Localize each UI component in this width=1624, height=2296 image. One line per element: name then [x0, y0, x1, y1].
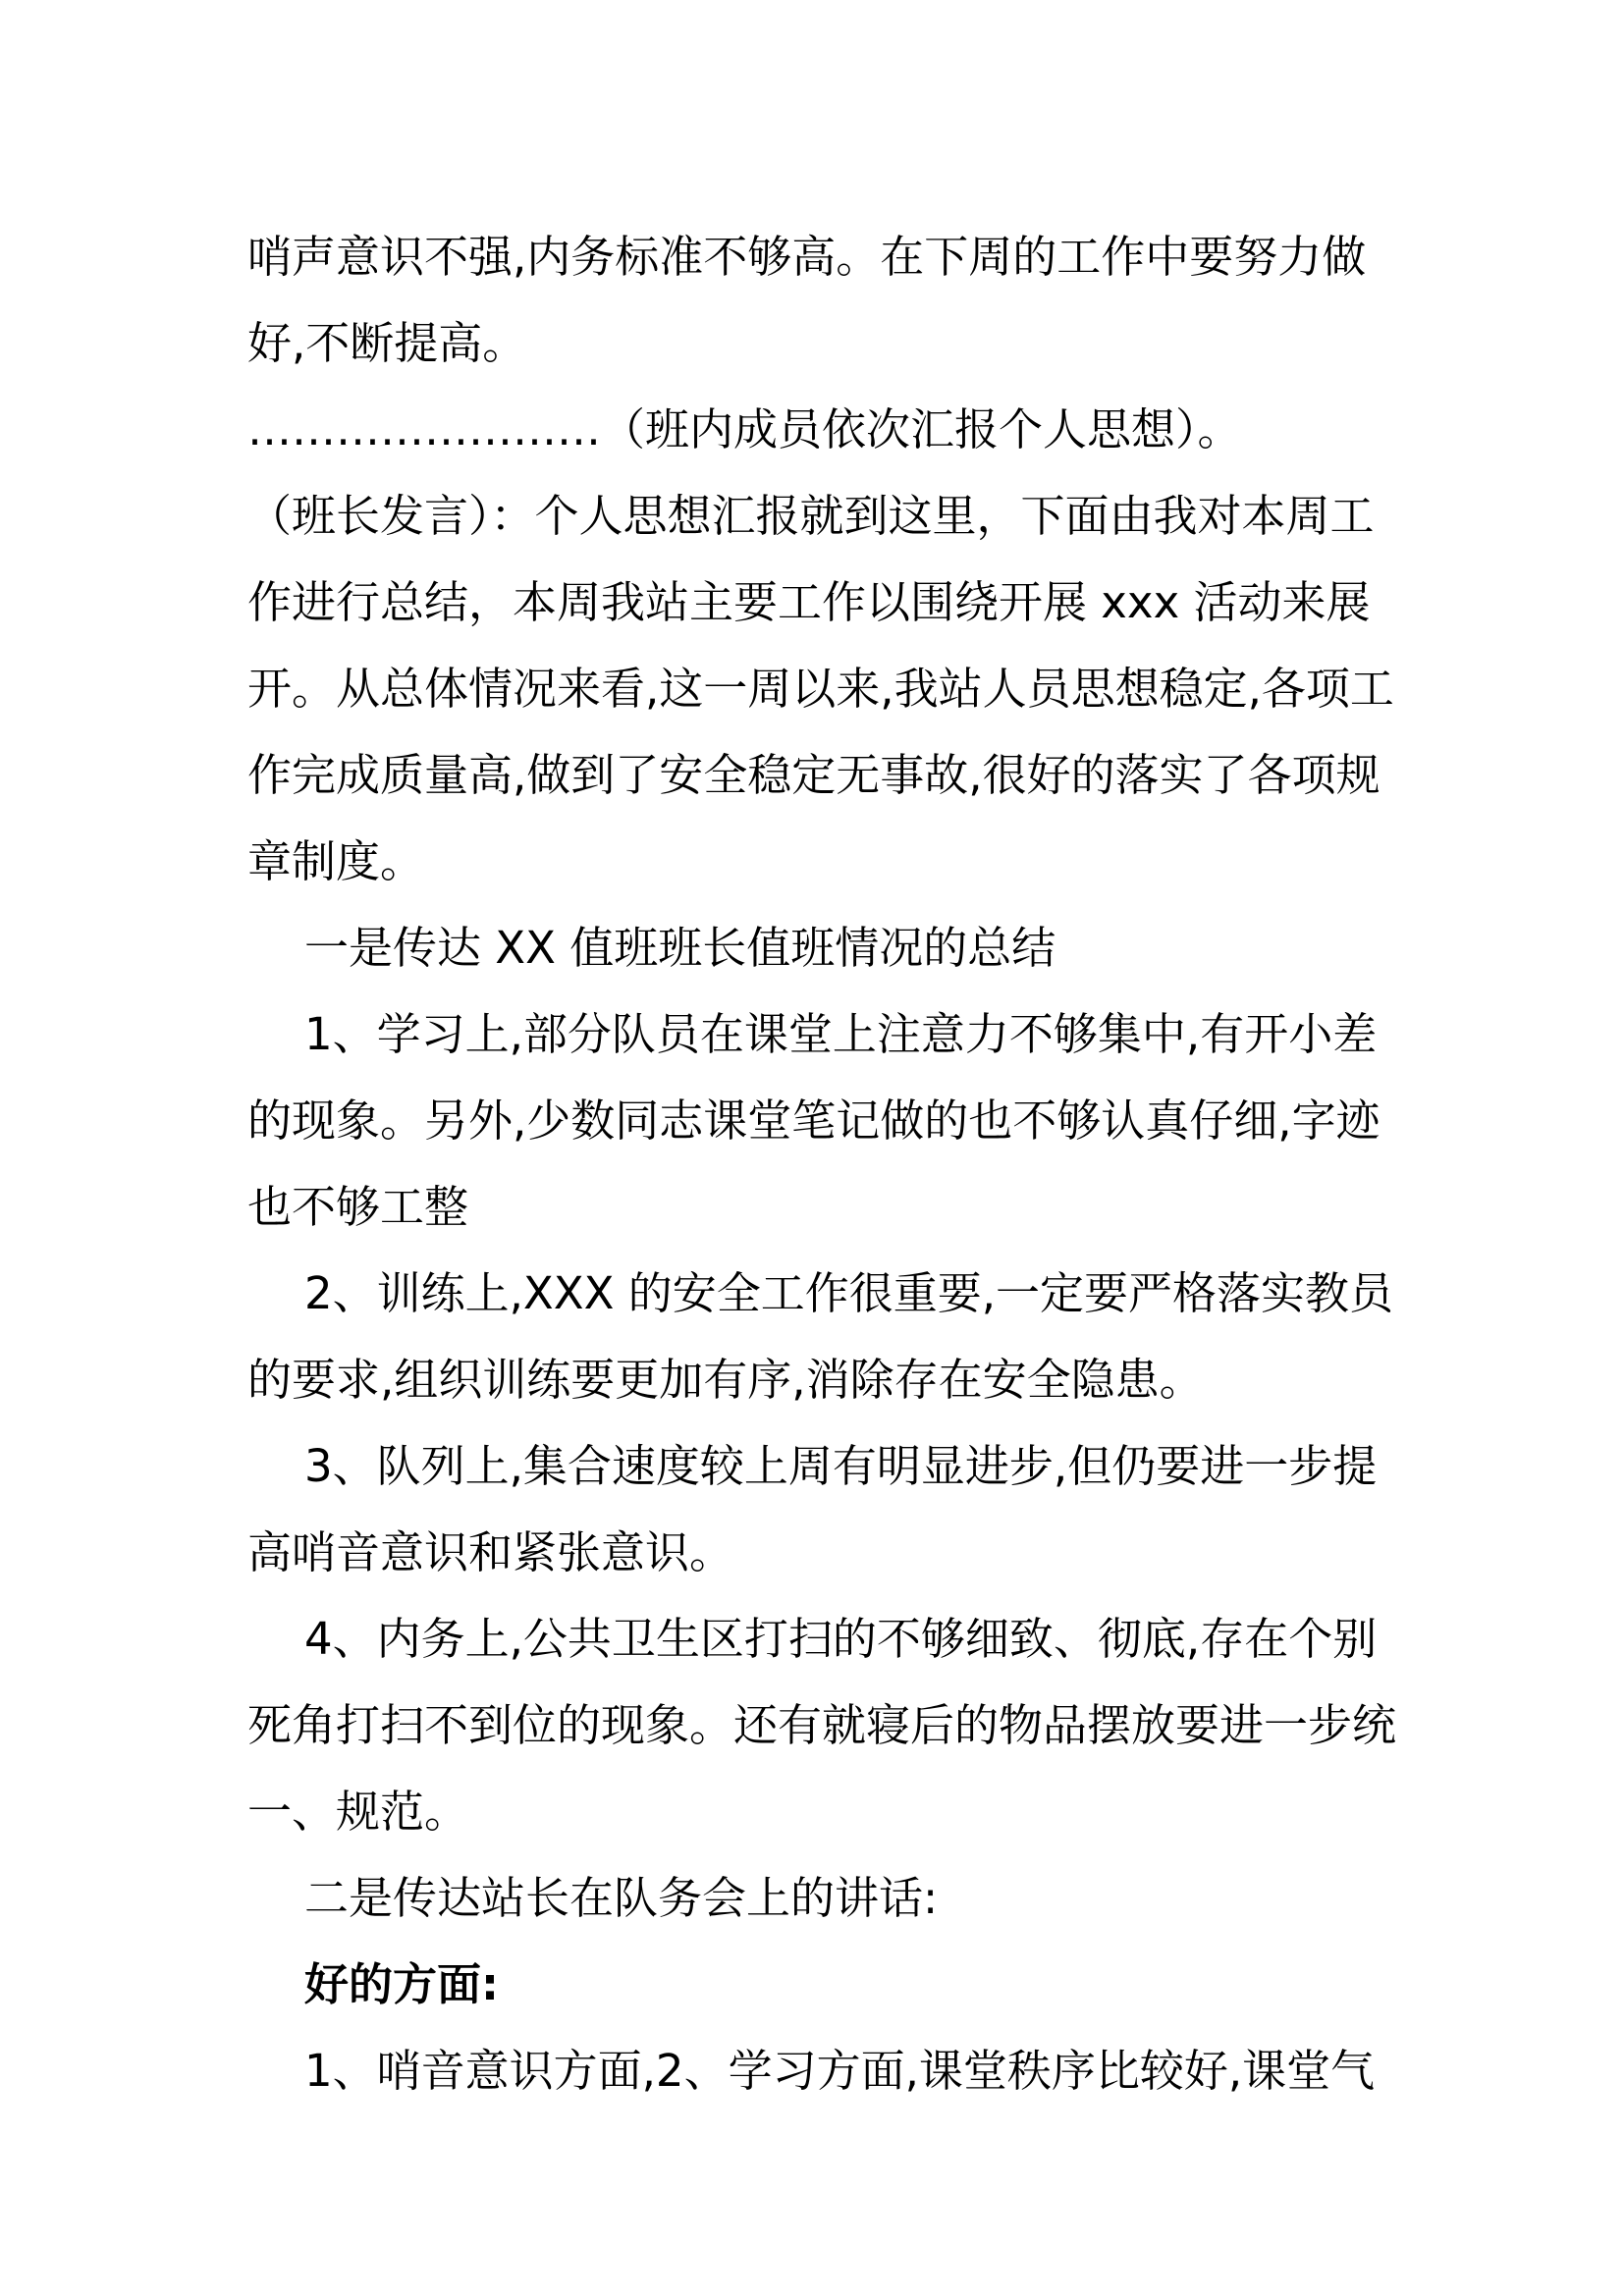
paragraph-heading-station-chief-speech: 二是传达站长在队务会上的讲话: — [304, 1872, 939, 1924]
paragraph-item-training: 2、训练上,XXX 的安全工作很重要,一定要严格落实教员的要求,组织训练要更加有序,消除存在安全隐患。 — [247, 1267, 1394, 1406]
paragraph-member-reports: ……………………（班内成员依次汇报个人思想）。 — [247, 403, 1242, 455]
paragraph-whistle-awareness: 哨声意识不强,内务标准不够高。在下周的工作中要努力做好,不断提高。 — [247, 231, 1367, 369]
paragraph-heading-duty-summary: 一是传达 XX 值班班长值班情况的总结 — [304, 922, 1056, 974]
paragraph-squad-leader-speech: （班长发言）：个人思想汇报就到这里，下面由我对本周工作进行总结，本周我站主要工作以围绕开展 xxx 活动来展开。从总体情况来看,这一周以来,我站人员思想稳定,各项工作完成质量高,做到了安全稳定无事故,很好的落实了各项规章制度。 — [247, 490, 1394, 887]
paragraph-item-formation: 3、队列上,集合速度较上周有明显进步,但仍要进一步提高哨音意识和紧张意识。 — [247, 1440, 1378, 1578]
document-body — [247, 214, 1396, 2114]
paragraph-heading-good-aspects: 好的方面: — [304, 1958, 499, 2010]
paragraph-item-housekeeping: 4、内务上,公共卫生区打扫的不够细致、彻底,存在个别死角打扫不到位的现象。还有就寝后的物品摆放要进一步统一、规范。 — [247, 1613, 1397, 1838]
paragraph-item-study: 1、学习上,部分队员在课堂上注意力不够集中,有开小差的现象。另外,少数同志课堂笔记做的也不够认真仔细,字迹也不够工整 — [247, 1008, 1380, 1233]
paragraph-good-aspects-list: 1、哨音意识方面,2、学习方面,课堂秩序比较好,课堂气 — [304, 2045, 1376, 2097]
